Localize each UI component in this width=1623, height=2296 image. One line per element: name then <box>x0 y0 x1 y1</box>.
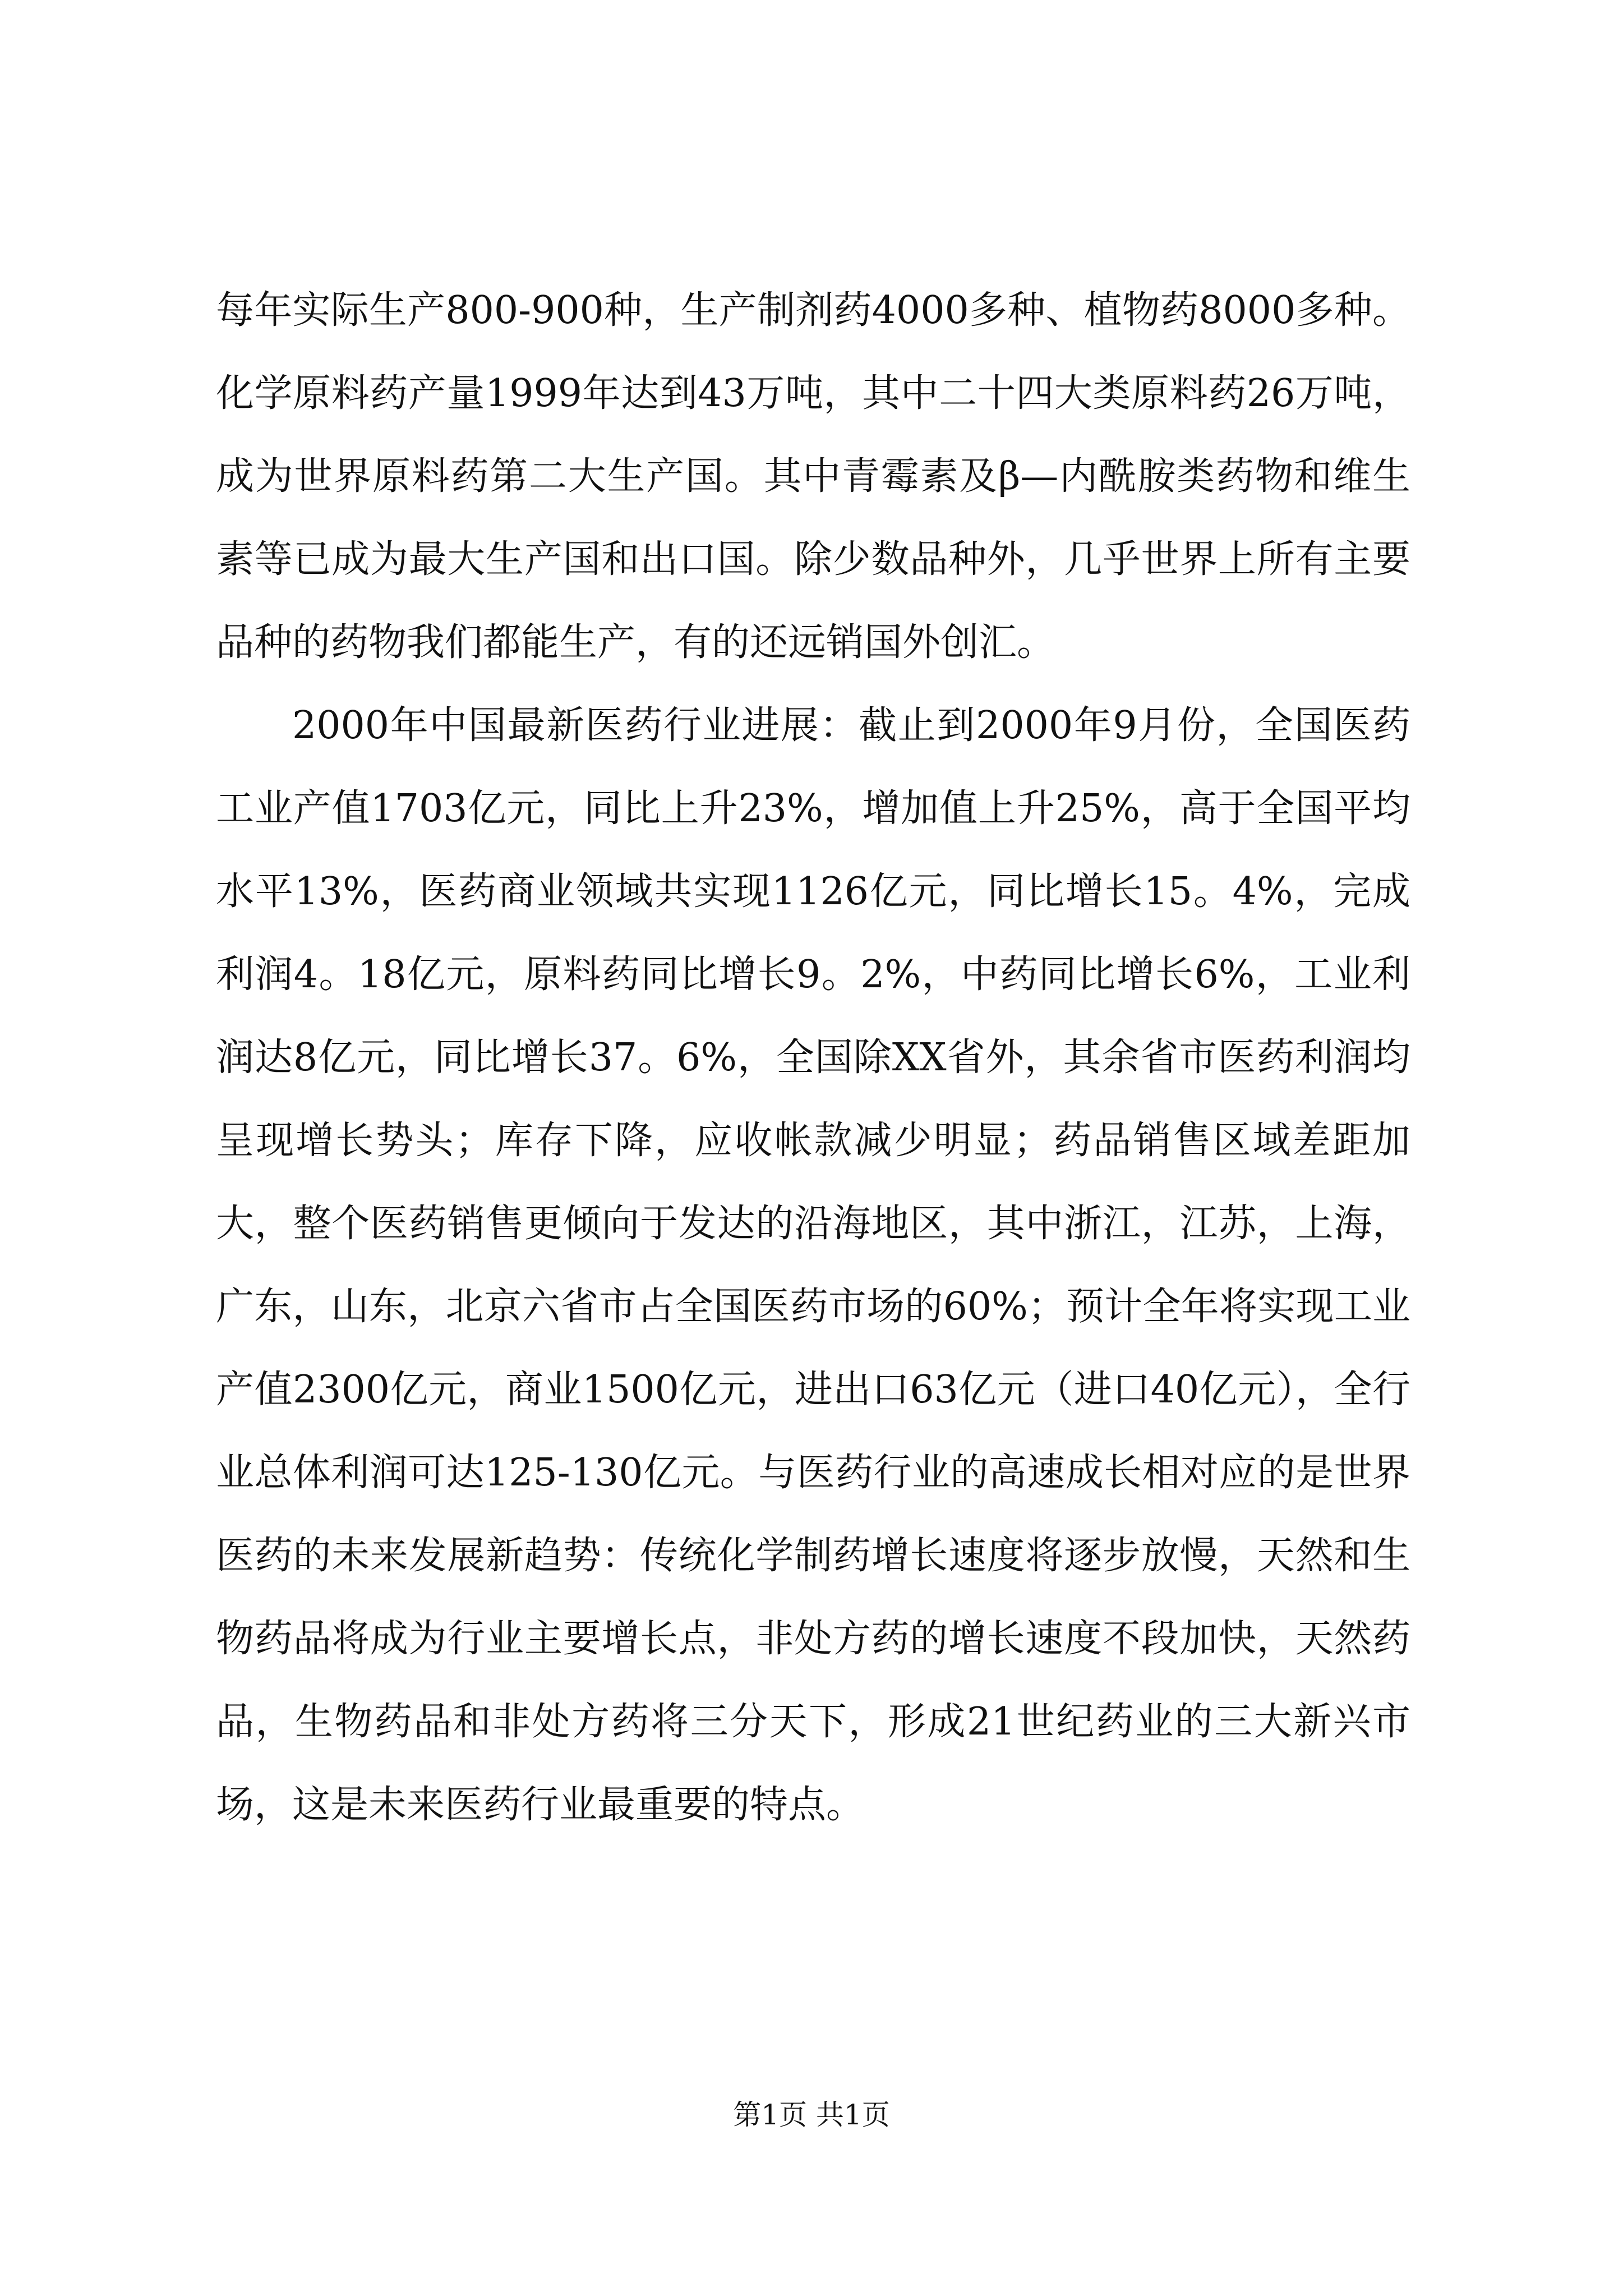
paragraph-production-overview: 每年实际生产800-900种，生产制剂药4000多种、植物药8000多种。化学原料药产量1999年达到43万吨，其中二十四大类原料药26万吨，成为世界原料药第二大生产国。其中青霉素及β—内酰胺类药物和维生素等已成为最大生产国和出口国。除少数品种外，几乎世界上所有主要品种的药物我们都能生产，有的还远销国外创汇。 <box>216 288 1410 665</box>
page-footer: 第1页 共1页 <box>733 2099 890 2131</box>
document-body <box>216 269 1410 1847</box>
paragraph-industry-progress-2000: 2000年中国最新医药行业进展：截止到2000年9月份，全国医药工业产值1703亿元，同比上升23%，增加值上升25%，高于全国平均水平13%，医药商业领域共实现1126亿元，同比增长15。4%，完成利润4。18亿元，原料药同比增长9。2%，中药同比增长6%，工业利润达8亿元，同比增长37。6%，全国除XX省外，其余省市医药利润均呈现增长势头；库存下降，应收帐款减少明显；药品销售区域差距加大，整个医药销售更倾向于发达的沿海地区，其中浙江，江苏，上海，广东，山东，北京六省市占全国医药市场的60%；预计全年将实现工业产值2300亿元，商业1500亿元，进出口63亿元（进口40亿元），全行业总体利润可达125-130亿元。与医药行业的高速成长相对应的是世界医药的未来发展新趋势：传统化学制药增长速度将逐步放慢，天然和生物药品将成为行业主要增长点，非处方药的增长速度不段加快，天然药品，生物药品和非处方药将三分天下，形成21世纪药业的三大新兴市场，这是未来医药行业最重要的特点。 <box>216 703 1410 1827</box>
